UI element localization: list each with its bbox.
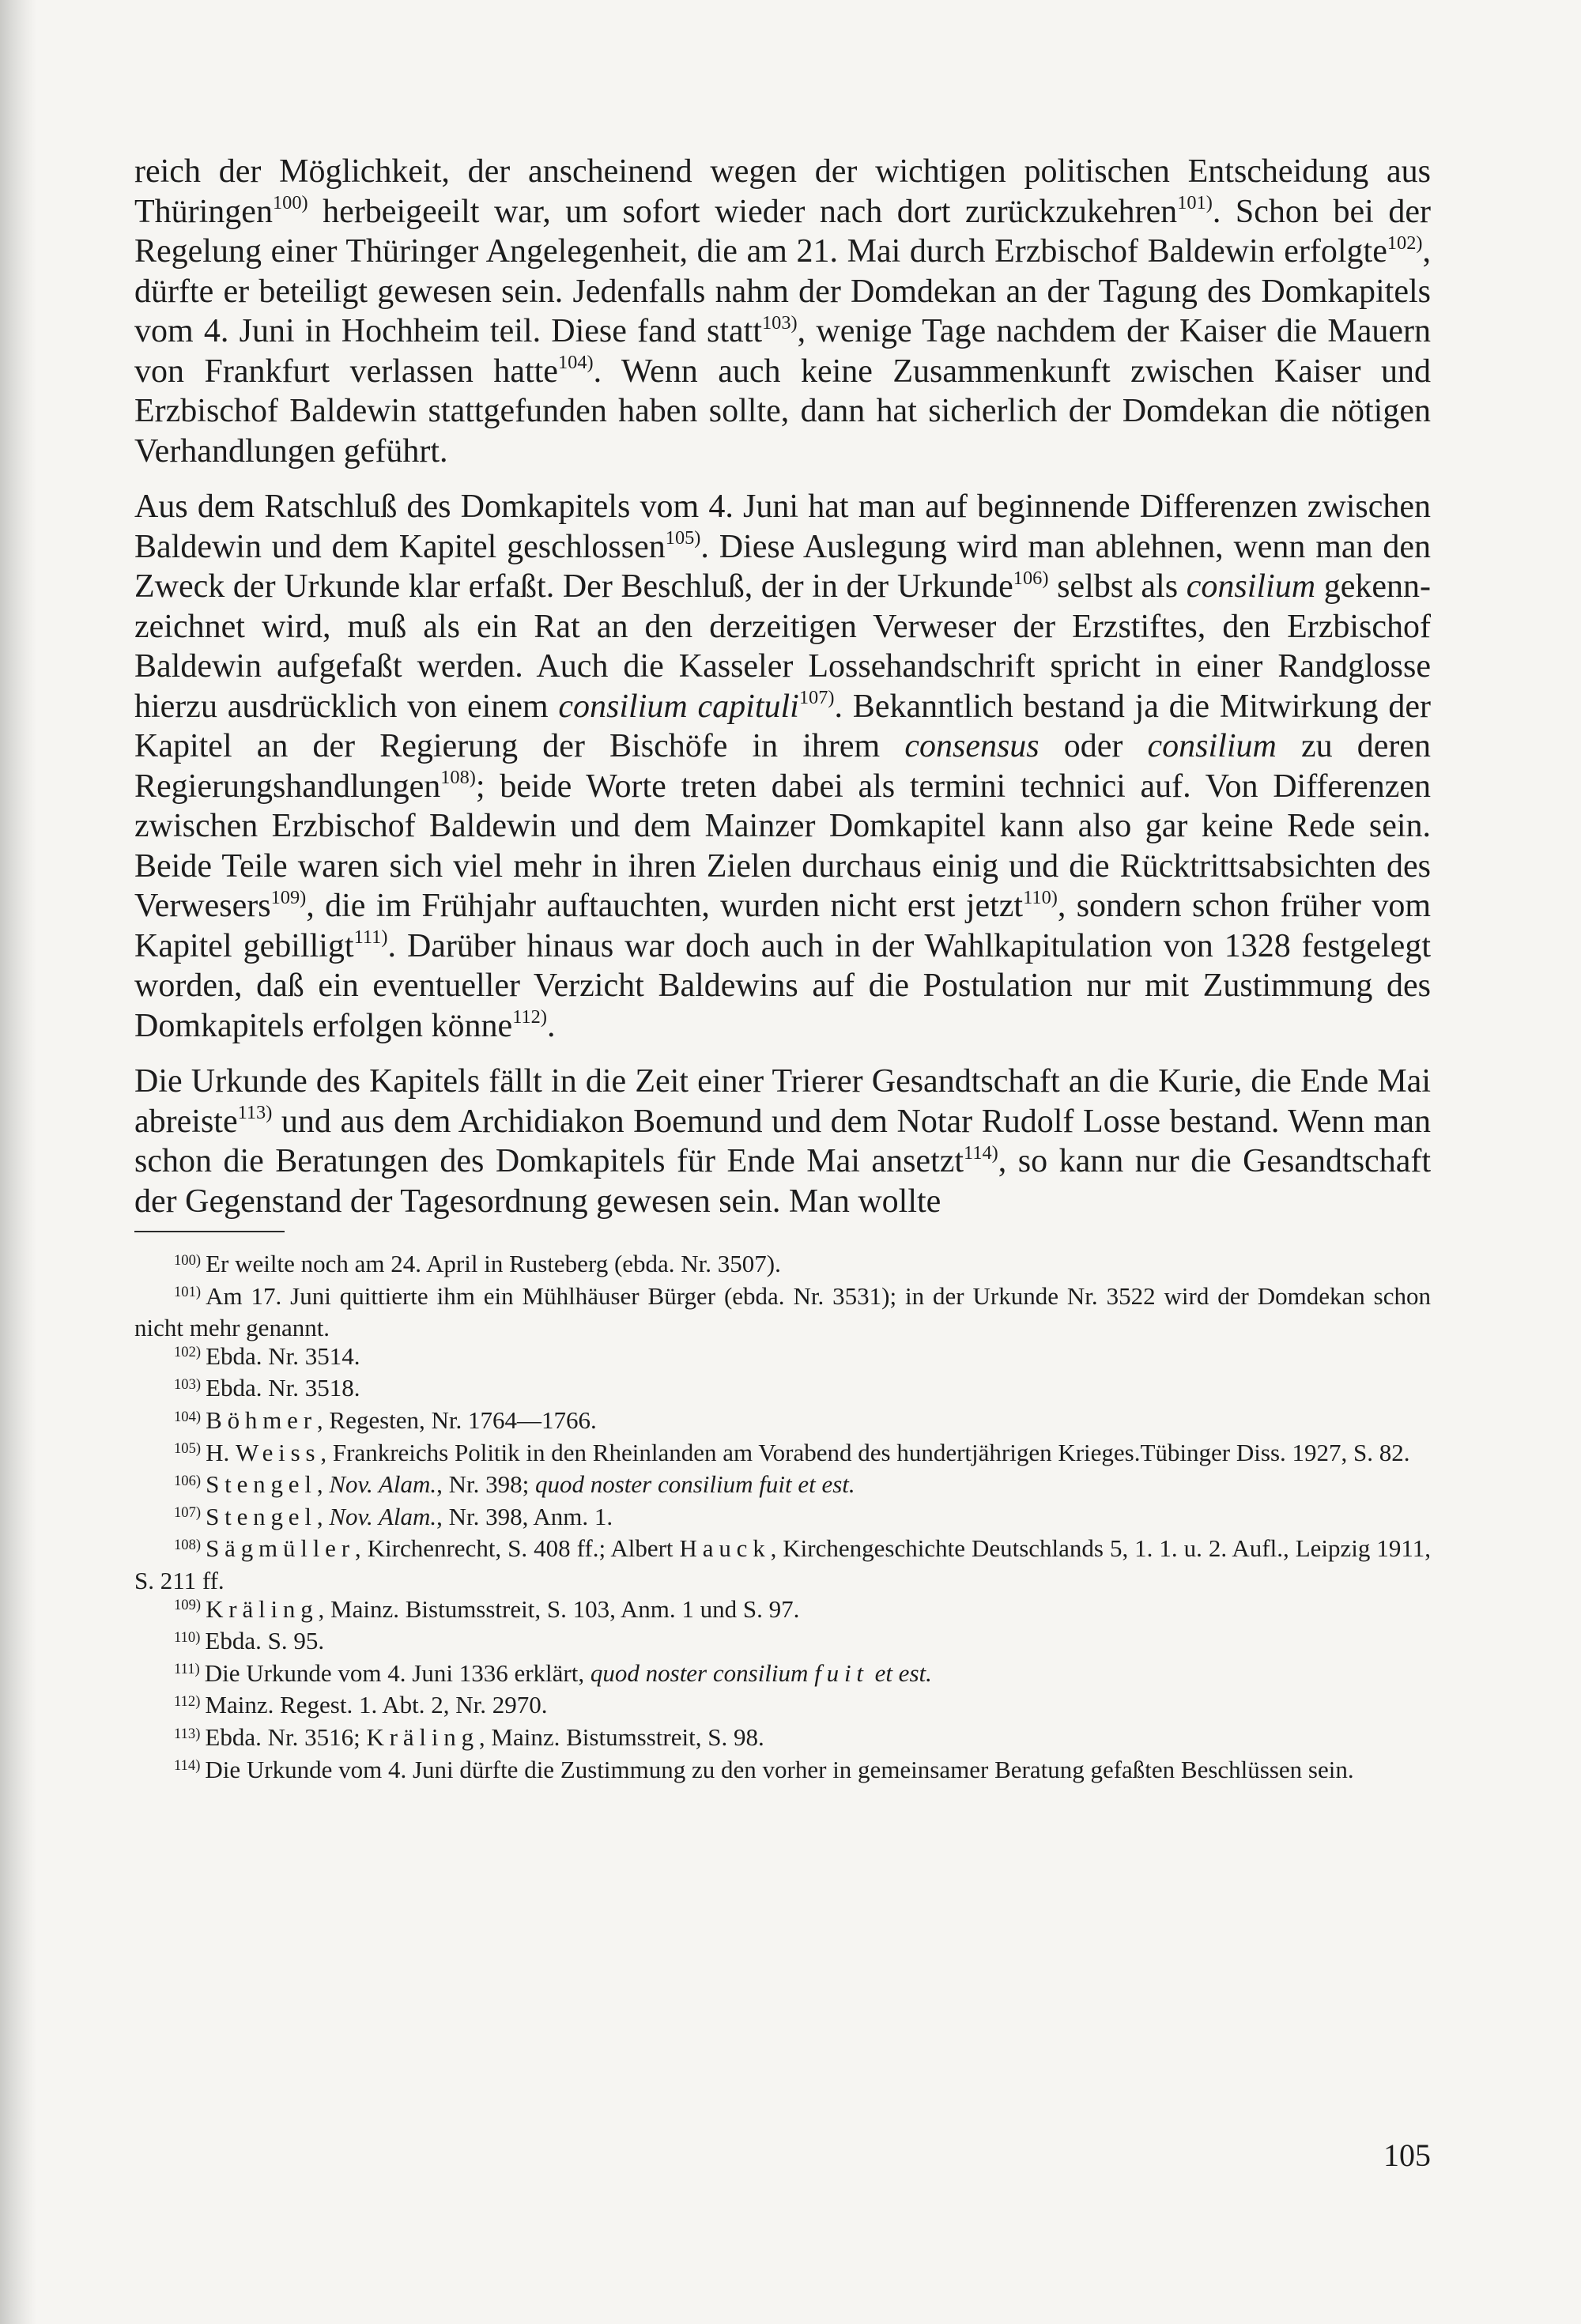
footnote xyxy=(134,1627,1431,1659)
italic-run: et est. xyxy=(868,1658,932,1687)
text-run: gekennzeichnet wird, muß als ein Rat an den derzeitigen Verweser der Erzstiftes, den Erzbischof Baldewin aufgefaßt werden. Auch die Kasseler Lossehandschrift spricht in einer Randglosse hierzu ausdrücklich von einem xyxy=(134,568,1431,725)
text-run: Ebda. Nr. 3516; xyxy=(205,1722,367,1751)
footnote-number: 114) xyxy=(174,1757,201,1775)
text-run: , Kirchenrecht, S. 408 ff.; Albert xyxy=(354,1534,680,1563)
footnote-number: 101) xyxy=(174,1284,202,1301)
author-name: Hauck xyxy=(679,1534,771,1563)
author-name: Böhmer xyxy=(206,1405,317,1434)
text-run: Ebda. Nr. 3518. xyxy=(206,1374,360,1402)
text-run: . Bekanntlich bestand ja die Mitwirkung der Kapitel an der Regierung der Bischöfe in ihrem xyxy=(134,688,1431,764)
footnote xyxy=(134,1470,1431,1503)
footnote-number: 111) xyxy=(174,1661,200,1678)
text-run: , Mainz. Bistumsstreit, S. 103, Anm. 1 und S. 97. xyxy=(318,1594,800,1623)
text-run: ; beide Worte treten dabei als termini technici auf. Von Differenzen zwischen Erzbischof Baldewin und dem Mainzer Domkapitel kann also gar keine Rede sein. Beide Teile waren sich viel mehr in ihren Zielen durchaus einig und die Rücktrittsabsichten des Verwesers xyxy=(134,768,1431,924)
footnote-ref: 103) xyxy=(762,311,798,334)
italic-run: Nov. Alam. xyxy=(329,1470,437,1499)
text-run: Ebda. S. 95. xyxy=(205,1627,325,1655)
text-run: , Nr. 398; xyxy=(436,1470,535,1499)
text-run: H. xyxy=(206,1438,236,1466)
text-run: Die Urkunde des Kapitels fällt in die Zeit einer Trierer Gesandtschaft an die Kurie, die Ende Mai abreiste xyxy=(134,1063,1431,1140)
text-run: , xyxy=(316,1470,330,1499)
footnote xyxy=(134,1756,1431,1788)
footnote-ref: 114) xyxy=(964,1141,998,1164)
footnote-number: 113) xyxy=(174,1725,201,1742)
footnote-number: 109) xyxy=(174,1597,202,1614)
text-run: , die im Frühjahr auftauchten, wurden nicht erst jetzt xyxy=(306,888,1024,924)
footnote xyxy=(134,1723,1431,1756)
footnote xyxy=(134,1282,1431,1342)
footnote-number: 108) xyxy=(174,1537,202,1554)
text-run: , Regesten, Nr. 1764—1766. xyxy=(316,1405,597,1434)
footnote-ref: 105) xyxy=(665,527,701,549)
footnote-ref: 106) xyxy=(1013,567,1049,589)
text-run: , so kann nur die Gesandtschaft der Gegenstand der Tagesordnung gewesen sein. Man wollte xyxy=(134,1143,1431,1220)
footnote-ref: 101) xyxy=(1177,192,1213,214)
text-run: , Frankreichs Politik in den Rheinlanden am Vorabend des hundertjährigen Krieges.Tübinger Diss. 1927, S. 82. xyxy=(320,1438,1410,1466)
italic-run: consilium xyxy=(1186,568,1316,605)
italic-run: consilium xyxy=(1147,728,1277,764)
italic-run: quod noster consilium xyxy=(590,1658,815,1687)
italic-run: consilium capituli xyxy=(558,688,799,725)
text-run: und aus dem Archidiakon Boemund und dem Notar Rudolf Losse bestand. Wenn man schon die Beratungen des Domkapitels für Ende Mai ansetzt xyxy=(134,1103,1431,1179)
text-run: zu deren Regierungshandlungen xyxy=(134,728,1431,805)
footnote-ref: 100) xyxy=(272,192,308,214)
paragraph xyxy=(134,1062,1431,1221)
text-run: , sondern schon früher vom Kapitel gebilligt xyxy=(134,888,1431,964)
text-run: , xyxy=(316,1502,330,1530)
footnote xyxy=(134,1691,1431,1723)
author-name: Kräling xyxy=(206,1594,319,1623)
text-run: . Schon bei der Regelung einer Thüringer Angelegenheit, die am 21. Mai durch Erzbischof Baldewin erfolgte xyxy=(134,193,1431,270)
paragraph xyxy=(134,487,1431,1046)
footnote xyxy=(134,1439,1431,1471)
footnote-ref: 102) xyxy=(1387,232,1423,254)
footnote xyxy=(134,1342,1431,1375)
footnote-ref: 110) xyxy=(1023,886,1058,908)
author-name: Stengel xyxy=(206,1502,317,1530)
text-run: Am 17. Juni quittierte ihm ein Mühlhäuser Bürger (ebda. Nr. 3531); in der Urkunde Nr. 3522 wird der Domdekan schon nicht mehr genannt. xyxy=(134,1281,1431,1342)
footnote-ref: 108) xyxy=(440,767,476,789)
text-run: , dürfte er beteiligt gewesen sein. Jedenfalls nahm der Domdekan an der Tagung des Domkapitels vom 4. Juni in Hochheim teil. Diese fand statt xyxy=(134,233,1431,349)
footnote xyxy=(134,1534,1431,1594)
text-run: Er weilte noch am 24. April in Rusteberg (ebda. Nr. 3507). xyxy=(206,1250,781,1277)
text-run: . Darüber hinaus war doch auch in der Wahlkapitulation von 1328 festgelegt worden, daß ein eventueller Verzicht Baldewins auf die Postulation nur mit Zustimmung des Domkapitels erfolgen könne xyxy=(134,927,1431,1044)
text-run: Die Urkunde vom 4. Juni 1336 erklärt, xyxy=(204,1658,591,1687)
text-run: . Wenn auch keine Zusammenkunft zwischen Kaiser und Erzbischof Baldewin stattgefunden haben sollte, dann hat sicherlich der Domdekan die nötigen Verhandlungen geführt. xyxy=(134,353,1431,470)
footnote-number: 112) xyxy=(174,1693,201,1711)
text-run: , Mainz. Bistumsstreit, S. 98. xyxy=(478,1722,764,1751)
author-name: Sägmüller xyxy=(206,1534,355,1563)
footnote-number: 102) xyxy=(174,1344,202,1361)
author-name: Weiss xyxy=(235,1438,321,1466)
footnote xyxy=(134,1374,1431,1406)
body-text xyxy=(134,152,1431,1221)
footnote-ref: 104) xyxy=(557,352,594,374)
text-run: . Diese Auslegung wird man ablehnen, wenn man den Zweck der Urkunde klar erfaßt. Der Beschluß, der in der Urkunde xyxy=(134,528,1431,605)
footnote-number: 107) xyxy=(174,1504,202,1522)
footnote-number: 106) xyxy=(174,1472,202,1489)
author-name: Stengel xyxy=(206,1470,317,1499)
footnote xyxy=(134,1406,1431,1439)
text-run: . xyxy=(546,1007,556,1044)
page-content xyxy=(134,152,1431,1787)
text-run: , Kirchengeschichte Deutschlands 5, 1. 1. u. 2. Aufl., Leipzig 1911, S. 211 ff. xyxy=(134,1534,1431,1594)
footnote-separator xyxy=(134,1231,285,1232)
footnote-number: 100) xyxy=(174,1251,202,1269)
italic-run: consensus xyxy=(904,728,1040,764)
text-run: Mainz. Regest. 1. Abt. 2, Nr. 2970. xyxy=(205,1691,548,1719)
footnote-number: 104) xyxy=(174,1408,202,1425)
text-run: oder xyxy=(1039,728,1148,764)
page-gutter-shadow xyxy=(0,0,36,2324)
page-number: 105 xyxy=(1383,2137,1431,2173)
footnote-ref: 111) xyxy=(353,926,388,949)
text-run: Die Urkunde vom 4. Juni dürfte die Zustimmung zu den vorher in gemeinsamer Beratung gefaßten Beschlüssen sein. xyxy=(205,1755,1354,1783)
text-run: herbeigeeilt war, um sofort wieder nach dort zurückzukehren xyxy=(308,193,1178,230)
footnote xyxy=(134,1595,1431,1628)
footnote xyxy=(134,1503,1431,1535)
text-run: Ebda. Nr. 3514. xyxy=(206,1341,360,1370)
footnote-number: 105) xyxy=(174,1440,202,1458)
paragraph xyxy=(134,152,1431,471)
italic-run: Nov. Alam. xyxy=(329,1502,437,1530)
footnote-number: 110) xyxy=(174,1628,201,1646)
footnote-ref: 109) xyxy=(270,886,307,908)
text-run: , Nr. 398, Anm. 1. xyxy=(436,1502,613,1530)
text-run: selbst als xyxy=(1048,568,1187,605)
footnote-ref: 112) xyxy=(512,1006,547,1028)
footnote-number: 103) xyxy=(174,1376,202,1394)
footnotes xyxy=(134,1250,1431,1787)
footnote-ref: 113) xyxy=(237,1102,273,1124)
author-name: Kräling xyxy=(366,1722,479,1751)
footnote xyxy=(134,1250,1431,1282)
italic-run: quod noster consilium fuit et est. xyxy=(534,1470,855,1499)
text-run: reich der Möglichkeit, der anscheinend wegen der wichtigen politischen Entscheidung aus Thüringen xyxy=(134,153,1431,230)
text-run: Aus dem Ratschluß des Domkapitels vom 4. Juni hat man auf beginnende Differenzen zwischen Baldewin und dem Kapitel geschlossen xyxy=(134,489,1431,565)
footnote-ref: 107) xyxy=(798,687,835,709)
text-run: , wenige Tage nachdem der Kaiser die Mauern von Frankfurt verlassen hatte xyxy=(134,313,1432,390)
italic-spaced-run: fuit xyxy=(814,1658,869,1687)
footnote xyxy=(134,1659,1431,1692)
